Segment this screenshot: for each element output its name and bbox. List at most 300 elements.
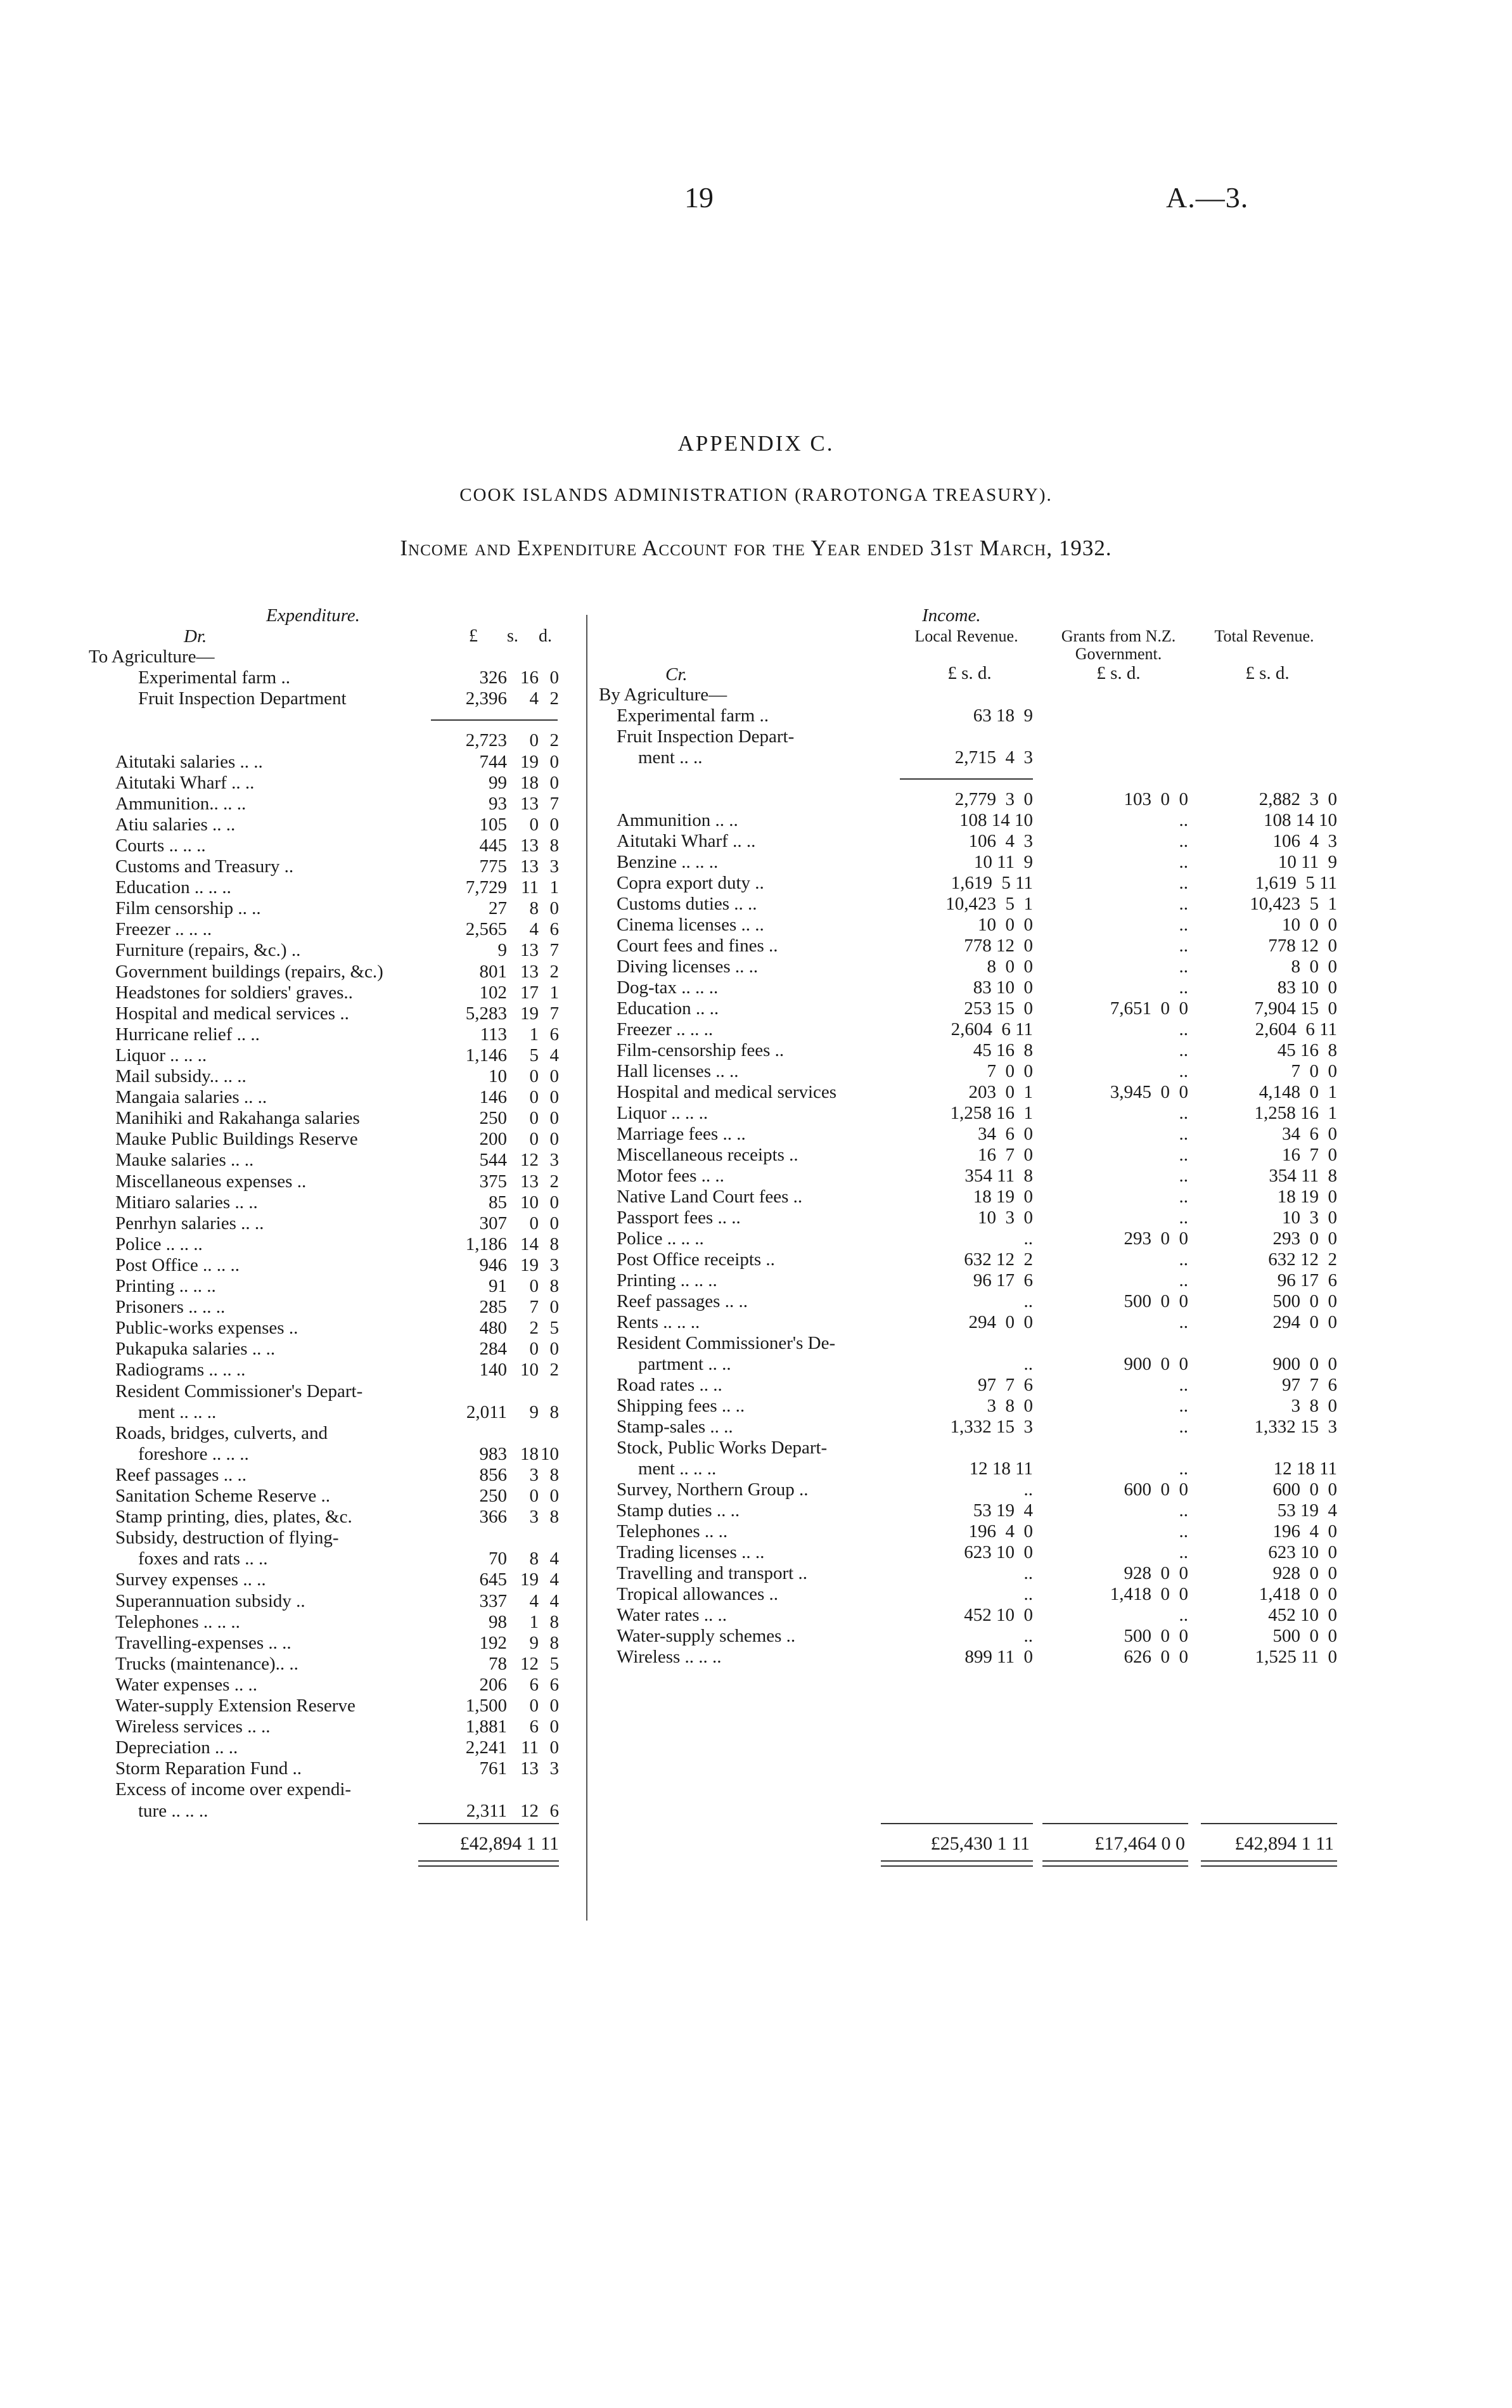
dr-label: Dr. xyxy=(184,626,207,647)
income-row xyxy=(599,1040,1340,1061)
expenditure-label: Manihiki and Rakahanga salaries xyxy=(115,1108,360,1128)
expenditure-row xyxy=(89,1444,561,1465)
income-amount-local: 12 18 11 xyxy=(969,1458,1033,1479)
expenditure-amount-l: 5,283 xyxy=(465,1003,507,1024)
expenditure-row xyxy=(89,1633,561,1654)
income-amount-total: 293 0 0 xyxy=(1272,1228,1337,1249)
income-amount-grants: .. xyxy=(1179,1103,1188,1123)
expenditure-label: Ammunition.. .. .. xyxy=(115,794,247,814)
expenditure-amount-d: 8 xyxy=(549,1402,559,1422)
expenditure-label: Reef passages .. .. xyxy=(115,1465,247,1485)
income-amount-total: 10 3 0 xyxy=(1282,1207,1337,1228)
expenditure-amount-l: 645 xyxy=(479,1569,507,1590)
expenditure-amount-d: 8 xyxy=(549,1612,559,1632)
income-row xyxy=(599,810,1340,831)
income-amount-local: 1,332 15 3 xyxy=(950,1417,1033,1437)
income-label: Stamp-sales .. .. xyxy=(617,1417,733,1437)
income-amount-total: 106 4 3 xyxy=(1272,831,1337,851)
income-row xyxy=(599,1458,1340,1479)
expenditure-label: Courts .. .. .. xyxy=(115,835,206,856)
income-amount-grants: .. xyxy=(1179,1166,1188,1186)
expenditure-amount-l: 285 xyxy=(479,1297,507,1317)
expenditure-row xyxy=(89,1654,561,1675)
income-amount-local: 354 11 8 xyxy=(964,1166,1033,1186)
expenditure-heading: Expenditure. xyxy=(266,605,360,626)
income-amount-local: 3 8 0 xyxy=(987,1396,1033,1416)
income-label: ment .. .. .. xyxy=(638,1458,717,1479)
expenditure-amount-d: 8 xyxy=(549,1276,559,1296)
income-amount-grants: .. xyxy=(1179,810,1188,830)
income-label: Post Office receipts .. xyxy=(617,1249,775,1270)
expenditure-amount-l: 140 xyxy=(479,1360,507,1380)
income-amount-local: .. xyxy=(1023,1291,1033,1311)
income-amount-grants: .. xyxy=(1179,894,1188,914)
expenditure-row xyxy=(89,1066,561,1087)
expenditure-row xyxy=(89,688,561,709)
expenditure-amount-l: 744 xyxy=(479,752,507,772)
expenditure-amount-s: 4 xyxy=(529,688,539,709)
income-label: Rents .. .. .. xyxy=(617,1312,700,1332)
income-heading: Income. xyxy=(922,605,981,626)
income-amount-total: 96 17 6 xyxy=(1277,1270,1337,1291)
income-amount-grants: .. xyxy=(1179,873,1188,893)
expenditure-amount-s: 0 xyxy=(529,1486,539,1506)
expenditure-label: Miscellaneous expenses .. xyxy=(115,1171,307,1192)
income-row xyxy=(599,1291,1340,1312)
expenditure-amount-d: 1 xyxy=(549,982,559,1003)
expenditure-label: Headstones for soldiers' graves.. xyxy=(115,982,353,1003)
expenditure-label: Stamp printing, dies, plates, &c. xyxy=(115,1507,352,1527)
income-amount-total: 53 19 4 xyxy=(1277,1500,1337,1521)
expenditure-amount-s: 12 xyxy=(520,1654,539,1674)
expenditure-row xyxy=(89,1171,561,1192)
income-amount-grants: 293 0 0 xyxy=(1124,1228,1188,1249)
expenditure-amount-s: 19 xyxy=(520,1569,539,1590)
expenditure-label: Hurricane relief .. .. xyxy=(115,1024,260,1045)
expenditure-amount-d: 4 xyxy=(549,1045,559,1066)
expenditure-label: Water-supply Extension Reserve xyxy=(115,1696,356,1716)
income-amount-total: 500 0 0 xyxy=(1272,1626,1337,1646)
expenditure-row xyxy=(89,1297,561,1318)
income-amount-grants: .. xyxy=(1179,1207,1188,1228)
income-row xyxy=(599,1647,1340,1668)
income-label: Motor fees .. .. xyxy=(617,1166,724,1186)
expenditure-amount-s: 2 xyxy=(529,1318,539,1338)
income-amount-local: 899 11 0 xyxy=(964,1647,1033,1667)
expenditure-row xyxy=(89,1192,561,1213)
expenditure-amount-s: 3 xyxy=(529,1507,539,1527)
income-amount-total: 2,882 3 0 xyxy=(1259,789,1337,809)
income-row xyxy=(599,936,1340,956)
income-amount-grants: .. xyxy=(1179,1375,1188,1395)
expenditure-amount-l: 375 xyxy=(479,1171,507,1192)
income-label: Water-supply schemes .. xyxy=(617,1626,796,1646)
expenditure-amount-s: 8 xyxy=(529,898,539,918)
expenditure-amount-d: 2 xyxy=(549,688,559,709)
income-row xyxy=(599,1207,1340,1228)
income-label: Experimental farm .. xyxy=(617,705,769,726)
total-revenue-total: £42,894 1 11 xyxy=(1234,1833,1334,1854)
expenditure-amount-s: 13 xyxy=(520,835,539,856)
expenditure-row xyxy=(89,1758,561,1779)
expenditure-label: Film censorship .. .. xyxy=(115,898,261,918)
expenditure-amount-d: 0 xyxy=(549,1213,559,1233)
expenditure-label: Furniture (repairs, &c.) .. xyxy=(115,940,301,960)
income-amount-grants: 626 0 0 xyxy=(1124,1647,1188,1667)
expenditure-amount-d: 0 xyxy=(549,814,559,835)
income-row xyxy=(599,1438,1340,1458)
income-amount-grants: .. xyxy=(1179,915,1188,935)
expenditure-amount-d: 6 xyxy=(549,1801,559,1821)
expenditure-amount-s: 13 xyxy=(520,962,539,982)
expenditure-label: Water expenses .. .. xyxy=(115,1675,257,1695)
expenditure-amount-d: 0 xyxy=(549,1087,559,1107)
income-row xyxy=(599,1354,1340,1375)
expenditure-amount-d: 6 xyxy=(549,1024,559,1045)
expenditure-amount-d: 0 xyxy=(549,773,559,793)
expenditure-amount-l: 856 xyxy=(479,1465,507,1485)
income-amount-total: 83 10 0 xyxy=(1277,977,1337,998)
income-amount-grants: .. xyxy=(1179,1145,1188,1165)
income-amount-total: 452 10 0 xyxy=(1268,1605,1337,1625)
expenditure-amount-l: 192 xyxy=(479,1633,507,1653)
expenditure-label: Post Office .. .. .. xyxy=(115,1255,240,1275)
expenditure-label: Resident Commissioner's Depart- xyxy=(115,1381,363,1401)
income-amount-total: 2,604 6 11 xyxy=(1255,1019,1337,1040)
expenditure-row xyxy=(89,1003,561,1024)
income-row xyxy=(599,1082,1340,1103)
expenditure-amount-d: 3 xyxy=(549,856,559,877)
income-label: partment .. .. xyxy=(638,1354,731,1374)
expenditure-label: ment .. .. .. xyxy=(138,1402,217,1422)
income-amount-grants: .. xyxy=(1179,977,1188,998)
expenditure-amount-d: 10 xyxy=(541,1444,559,1464)
expenditure-amount-s: 0 xyxy=(529,1339,539,1359)
income-label: Diving licenses .. .. xyxy=(617,956,759,977)
expenditure-row xyxy=(89,982,561,1003)
expenditure-amount-l: 366 xyxy=(479,1507,507,1527)
expenditure-row xyxy=(89,1465,561,1486)
expenditure-amount-d: 5 xyxy=(549,1654,559,1674)
expenditure-amount-d: 6 xyxy=(549,1675,559,1695)
income-row xyxy=(599,1124,1340,1145)
income-row xyxy=(599,1500,1340,1521)
income-amount-grants: .. xyxy=(1179,936,1188,956)
expenditure-amount-s: 19 xyxy=(520,1003,539,1024)
expenditure-amount-s: 16 xyxy=(520,667,539,688)
local-total-rule xyxy=(881,1823,1033,1824)
expenditure-row xyxy=(89,1779,561,1800)
income-amount-total: 294 0 0 xyxy=(1272,1312,1337,1332)
account-title: Income and Expenditure Account for the Year ended 31st March, 1932. xyxy=(400,536,1112,560)
exp-subtotal-rule xyxy=(431,719,558,721)
income-amount-local: .. xyxy=(1023,1354,1033,1374)
expenditure-amount-d: 6 xyxy=(549,919,559,939)
expenditure-amount-l: 761 xyxy=(479,1758,507,1779)
expenditure-amount-d: 7 xyxy=(549,940,559,960)
income-amount-total: 18 19 0 xyxy=(1277,1187,1337,1207)
income-amount-total: 4,148 0 1 xyxy=(1259,1082,1337,1102)
income-row xyxy=(599,1542,1340,1563)
income-row xyxy=(599,1626,1340,1647)
income-amount-local: 45 16 8 xyxy=(973,1040,1033,1060)
income-amount-total: 34 6 0 xyxy=(1282,1124,1337,1144)
expenditure-row xyxy=(89,1129,561,1150)
income-label: Hall licenses .. .. xyxy=(617,1061,739,1081)
income-amount-total: 3 8 0 xyxy=(1291,1396,1337,1416)
income-amount-grants: .. xyxy=(1179,1542,1188,1562)
expenditure-amount-l: 91 xyxy=(489,1276,507,1296)
income-amount-local: .. xyxy=(1023,1626,1033,1646)
administration-title: COOK ISLANDS ADMINISTRATION (RAROTONGA TREASURY). xyxy=(459,485,1053,505)
expenditure-amount-l: 544 xyxy=(479,1150,507,1170)
income-amount-total: 97 7 6 xyxy=(1282,1375,1337,1395)
expenditure-amount-s: 0 xyxy=(529,1276,539,1296)
expenditure-label: foxes and rats .. .. xyxy=(138,1548,268,1569)
expenditure-amount-s: 0 xyxy=(529,814,539,835)
expenditure-amount-l: 2,396 xyxy=(465,688,507,709)
expenditure-amount-d: 8 xyxy=(549,1465,559,1485)
expenditure-amount-s: 10 xyxy=(520,1192,539,1213)
expenditure-label: Aitutaki Wharf .. .. xyxy=(115,773,255,793)
expenditure-row xyxy=(89,835,561,856)
income-label: Fruit Inspection Depart- xyxy=(617,726,795,747)
income-amount-grants: .. xyxy=(1179,1040,1188,1060)
expenditure-amount-l: 10 xyxy=(489,1066,507,1086)
expenditure-label: Hospital and medical services .. xyxy=(115,1003,349,1024)
income-amount-total: 8 0 0 xyxy=(1291,956,1337,977)
income-row xyxy=(599,956,1340,977)
income-amount-local: .. xyxy=(1023,1479,1033,1500)
expenditure-row xyxy=(89,940,561,961)
expenditure-amount-s: 1 xyxy=(529,1024,539,1045)
income-row xyxy=(599,1417,1340,1438)
expenditure-amount-l: 93 xyxy=(489,794,507,814)
total-lsd-header: £ s. d. xyxy=(1245,663,1290,683)
expenditure-label: Storm Reparation Fund .. xyxy=(115,1758,302,1779)
local-revenue-total: £25,430 1 11 xyxy=(930,1833,1030,1854)
income-row xyxy=(599,1103,1340,1124)
exp-col-shillings: s. xyxy=(507,626,518,646)
expenditure-amount-d: 0 xyxy=(549,667,559,688)
expenditure-row xyxy=(89,814,561,835)
expenditure-row xyxy=(89,730,561,751)
income-row xyxy=(599,852,1340,873)
expenditure-label: Radiograms .. .. .. xyxy=(115,1360,246,1380)
income-amount-grants: 600 0 0 xyxy=(1124,1479,1188,1500)
expenditure-amount-s: 19 xyxy=(520,752,539,772)
income-amount-local: 7 0 0 xyxy=(987,1061,1033,1081)
grants-total-rule xyxy=(1042,1823,1188,1824)
expenditure-label: Pukapuka salaries .. .. xyxy=(115,1339,276,1359)
income-label: Tropical allowances .. xyxy=(617,1584,779,1604)
income-amount-local: 16 7 0 xyxy=(978,1145,1033,1165)
income-label: Police .. .. .. xyxy=(617,1228,704,1249)
expenditure-amount-l: 1,186 xyxy=(465,1234,507,1254)
income-label: Shipping fees .. .. xyxy=(617,1396,745,1416)
income-label: Freezer .. .. .. xyxy=(617,1019,714,1040)
expenditure-amount-d: 0 xyxy=(549,1066,559,1086)
expenditure-amount-d: 0 xyxy=(549,1696,559,1716)
expenditure-row xyxy=(89,647,561,667)
grants-total: £17,464 0 0 xyxy=(1094,1833,1185,1854)
income-label: Wireless .. .. .. xyxy=(617,1647,722,1667)
income-label: Resident Commissioner's De- xyxy=(617,1333,836,1353)
expenditure-label: Freezer .. .. .. xyxy=(115,919,212,939)
expenditure-amount-l: 206 xyxy=(479,1675,507,1695)
expenditure-amount-s: 14 xyxy=(520,1234,539,1254)
expenditure-amount-d: 7 xyxy=(549,1003,559,1024)
expenditure-row xyxy=(89,1150,561,1171)
expenditure-amount-l: 9 xyxy=(497,940,507,960)
expenditure-label: Sanitation Scheme Reserve .. xyxy=(115,1486,331,1506)
expenditure-amount-d: 0 xyxy=(549,898,559,918)
income-amount-grants: .. xyxy=(1179,1187,1188,1207)
grants-lsd-header: £ s. d. xyxy=(1096,663,1141,683)
column-divider xyxy=(586,615,587,1921)
expenditure-amount-d: 0 xyxy=(549,1486,559,1506)
income-row xyxy=(599,977,1340,998)
income-row xyxy=(599,915,1340,936)
expenditure-row xyxy=(89,1360,561,1381)
cr-label: Cr. xyxy=(665,664,688,685)
expenditure-row xyxy=(89,1318,561,1339)
income-amount-grants: .. xyxy=(1179,1521,1188,1542)
income-amount-total: 7,904 15 0 xyxy=(1254,998,1337,1019)
income-row xyxy=(599,1563,1340,1584)
income-row xyxy=(599,685,1340,705)
expenditure-amount-d: 1 xyxy=(549,877,559,898)
expenditure-amount-s: 4 xyxy=(529,919,539,939)
expenditure-amount-d: 7 xyxy=(549,794,559,814)
grants-total-double-rule xyxy=(1042,1860,1188,1867)
expenditure-amount-s: 5 xyxy=(529,1045,539,1066)
expenditure-amount-s: 9 xyxy=(529,1633,539,1653)
income-amount-local: 83 10 0 xyxy=(973,977,1033,998)
income-row xyxy=(599,1375,1340,1396)
expenditure-amount-d: 8 xyxy=(549,1507,559,1527)
income-label: Customs duties .. .. xyxy=(617,894,757,914)
expenditure-amount-l: 7,729 xyxy=(465,877,507,898)
income-amount-local: 53 19 4 xyxy=(973,1500,1033,1521)
expenditure-label: Mitiaro salaries .. .. xyxy=(115,1192,258,1213)
income-amount-grants: .. xyxy=(1179,1061,1188,1081)
income-amount-total: 1,418 0 0 xyxy=(1259,1584,1337,1604)
expenditure-amount-s: 18 xyxy=(520,773,539,793)
income-amount-total: 7 0 0 xyxy=(1291,1061,1337,1081)
expenditure-amount-l: 445 xyxy=(479,835,507,856)
expenditure-amount-d: 0 xyxy=(549,752,559,772)
expenditure-label: Police .. .. .. xyxy=(115,1234,203,1254)
income-amount-grants: .. xyxy=(1179,1396,1188,1416)
income-row xyxy=(599,1270,1340,1291)
income-amount-grants: .. xyxy=(1179,1458,1188,1479)
expenditure-amount-d: 4 xyxy=(549,1591,559,1611)
grants-header: Grants from N.Z. Government. xyxy=(1061,627,1176,663)
expenditure-amount-l: 85 xyxy=(489,1192,507,1213)
expenditure-row xyxy=(89,1716,561,1737)
expenditure-amount-d: 0 xyxy=(549,1339,559,1359)
expenditure-row xyxy=(89,898,561,919)
expenditure-row xyxy=(89,1045,561,1066)
income-amount-local: 8 0 0 xyxy=(987,956,1033,977)
income-amount-total: 600 0 0 xyxy=(1272,1479,1337,1500)
expenditure-amount-s: 6 xyxy=(529,1675,539,1695)
expenditure-amount-l: 2,241 xyxy=(465,1737,507,1758)
expenditure-amount-s: 17 xyxy=(520,982,539,1003)
income-amount-local: 452 10 0 xyxy=(964,1605,1033,1625)
expenditure-row xyxy=(89,1234,561,1255)
income-amount-local: 18 19 0 xyxy=(973,1187,1033,1207)
expenditure-amount-d: 3 xyxy=(549,1758,559,1779)
expenditure-amount-l: 78 xyxy=(489,1654,507,1674)
expenditure-amount-d: 8 xyxy=(549,1234,559,1254)
income-amount-local: 1,619 5 11 xyxy=(951,873,1033,893)
expenditure-amount-s: 0 xyxy=(529,1108,539,1128)
expenditure-label: Mangaia salaries .. .. xyxy=(115,1087,267,1107)
income-amount-grants: .. xyxy=(1179,1605,1188,1625)
expenditure-label: Aitutaki salaries .. .. xyxy=(115,752,263,772)
income-row xyxy=(599,1584,1340,1605)
income-row xyxy=(599,998,1340,1019)
expenditure-amount-d: 0 xyxy=(549,1716,559,1737)
expenditure-amount-d: 0 xyxy=(549,1737,559,1758)
expenditure-amount-d: 2 xyxy=(549,730,559,750)
expenditure-row xyxy=(89,1024,561,1045)
expenditure-amount-s: 9 xyxy=(529,1402,539,1422)
income-amount-local: 2,715 4 3 xyxy=(954,747,1033,768)
expenditure-amount-l: 775 xyxy=(479,856,507,877)
expenditure-label: Mauke salaries .. .. xyxy=(115,1150,254,1170)
income-row xyxy=(599,1479,1340,1500)
expenditure-amount-l: 326 xyxy=(479,667,507,688)
income-row xyxy=(599,1333,1340,1354)
expenditure-amount-s: 0 xyxy=(529,1129,539,1149)
expenditure-label: Travelling-expenses .. .. xyxy=(115,1633,292,1653)
expenditure-amount-d: 0 xyxy=(549,1108,559,1128)
income-label: Film-censorship fees .. xyxy=(617,1040,785,1060)
expenditure-row xyxy=(89,962,561,982)
total-total-double-rule xyxy=(1201,1860,1337,1867)
income-label: Stamp duties .. .. xyxy=(617,1500,740,1521)
income-amount-grants: .. xyxy=(1179,1249,1188,1270)
expenditure-label: Excess of income over expendi- xyxy=(115,1779,352,1800)
income-label: Passport fees .. .. xyxy=(617,1207,741,1228)
income-amount-total: 16 7 0 xyxy=(1282,1145,1337,1165)
income-amount-total: 1,525 11 0 xyxy=(1255,1647,1337,1667)
income-amount-grants: 500 0 0 xyxy=(1124,1291,1188,1311)
expenditure-amount-d: 5 xyxy=(549,1318,559,1338)
expenditure-label: Survey expenses .. .. xyxy=(115,1569,266,1590)
expenditure-total: £42,894 1 11 xyxy=(459,1833,559,1854)
expenditure-amount-l: 98 xyxy=(489,1612,507,1632)
income-amount-local: 1,258 16 1 xyxy=(950,1103,1033,1123)
income-row xyxy=(599,1396,1340,1417)
income-amount-grants: 900 0 0 xyxy=(1124,1354,1188,1374)
expenditure-label: Mail subsidy.. .. .. xyxy=(115,1066,247,1086)
expenditure-row xyxy=(89,877,561,898)
expenditure-amount-s: 8 xyxy=(529,1548,539,1569)
income-label: Printing .. .. .. xyxy=(617,1270,717,1291)
expenditure-row xyxy=(89,1591,561,1612)
expenditure-amount-l: 70 xyxy=(489,1548,507,1569)
income-amount-local: 10 0 0 xyxy=(978,915,1033,935)
expenditure-label: Roads, bridges, culverts, and xyxy=(115,1423,328,1443)
income-amount-total: 10 11 9 xyxy=(1278,852,1337,872)
income-label: Survey, Northern Group .. xyxy=(617,1479,809,1500)
expenditure-amount-s: 12 xyxy=(520,1801,539,1821)
expenditure-label: foreshore .. .. .. xyxy=(138,1444,249,1464)
